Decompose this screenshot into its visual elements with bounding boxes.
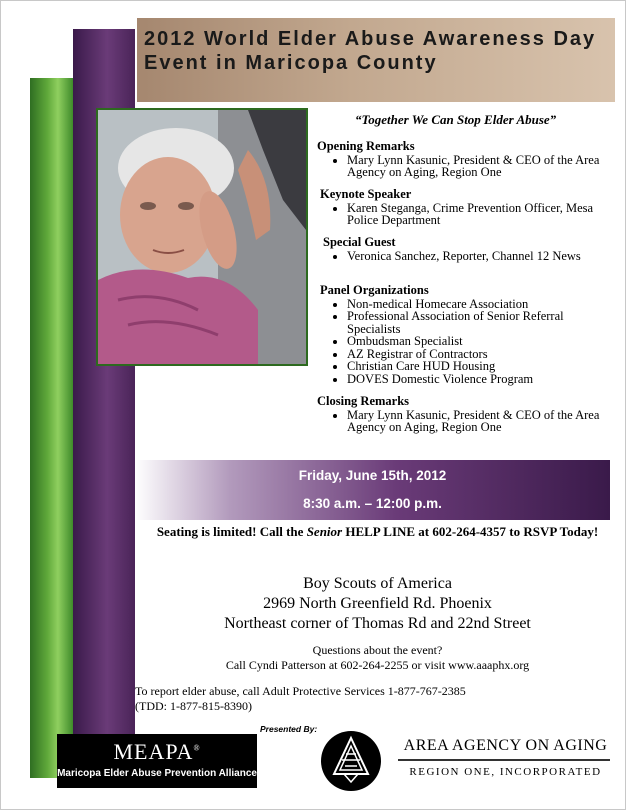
meapa-full-name: Maricopa Elder Abuse Prevention Alliance — [57, 768, 257, 779]
report-hotline: To report elder abuse, call Adult Protective Services 1-877-767-2385 — [135, 684, 466, 698]
program-item: • Non-medical Homecare Association — [347, 298, 617, 311]
questions-block — [140, 643, 615, 673]
area-agency-region: REGION ONE, INCORPORATED — [409, 766, 602, 778]
green-accent-bar — [30, 78, 73, 778]
section-heading: Opening Remarks — [317, 139, 415, 153]
section-heading: Special Guest — [323, 235, 396, 249]
area-agency-emblem-icon — [320, 730, 382, 792]
area-agency-divider — [398, 759, 610, 761]
program-item: • Mary Lynn Kasunic, President & CEO of the Area Agency on Aging, Region One — [347, 409, 617, 434]
questions-contact: Call Cyndi Patterson at 602-264-2255 or visit www.aaaphx.org — [225, 658, 530, 672]
program-item: • Karen Steganga, Crime Prevention Officer, Mesa Police Department — [347, 202, 617, 227]
rsvp-emphasis: Senior — [306, 524, 343, 539]
program-section-opening — [317, 140, 617, 179]
program-item: • DOVES Domestic Violence Program — [347, 373, 617, 386]
program-item: • AZ Registrar of Contractors — [347, 348, 617, 361]
venue-directions: Northeast corner of Thomas Rd and 22nd Street — [224, 615, 531, 632]
tagline: “Together We Can Stop Elder Abuse” — [355, 112, 557, 127]
presented-by-label: Presented By: — [260, 724, 318, 734]
section-heading: Panel Organizations — [320, 283, 429, 297]
program-item: • Professional Association of Senior Referral Specialists — [347, 310, 617, 335]
section-heading: Keynote Speaker — [320, 187, 412, 201]
program-item: • Mary Lynn Kasunic, President & CEO of the Area Agency on Aging, Region One — [347, 154, 617, 179]
rsvp-text-before: Seating is limited! Call the — [156, 524, 307, 539]
meapa-logo — [57, 734, 257, 788]
program-item: • Ombudsman Specialist — [347, 335, 617, 348]
rsvp-text-after: HELP LINE at 602-264-4357 to RSVP Today! — [342, 524, 599, 539]
event-time: 8:30 a.m. – 12:00 p.m. — [303, 496, 442, 511]
venue-name: Boy Scouts of America — [303, 575, 452, 592]
rsvp-notice — [140, 523, 615, 540]
elderly-woman-photo — [96, 108, 308, 366]
area-agency-name: AREA AGENCY ON AGING — [403, 737, 608, 754]
venue-block — [140, 574, 615, 634]
elderly-woman-illustration — [98, 110, 306, 364]
date-time-band — [135, 460, 610, 520]
event-title: 2012 World Elder Abuse Awareness Day Event in Maricopa County — [144, 28, 597, 74]
program-item: • Christian Care HUD Housing — [347, 360, 617, 373]
report-tdd: (TDD: 1-877-815-8390) — [135, 699, 252, 713]
program-section-keynote — [320, 188, 617, 227]
program-item: • Veronica Sanchez, Reporter, Channel 12 News — [347, 250, 593, 263]
report-abuse-block — [135, 684, 565, 714]
program-section-closing — [317, 395, 617, 434]
program-section-special-guest — [323, 236, 593, 262]
event-date: Friday, June 15th, 2012 — [298, 468, 447, 483]
section-heading: Closing Remarks — [317, 394, 410, 408]
meapa-logo-name: MEAPA® — [113, 739, 201, 764]
venue-address: 2969 North Greenfield Rd. Phoenix — [263, 595, 492, 612]
questions-prompt: Questions about the event? — [312, 643, 443, 657]
program-section-panel — [320, 284, 617, 385]
